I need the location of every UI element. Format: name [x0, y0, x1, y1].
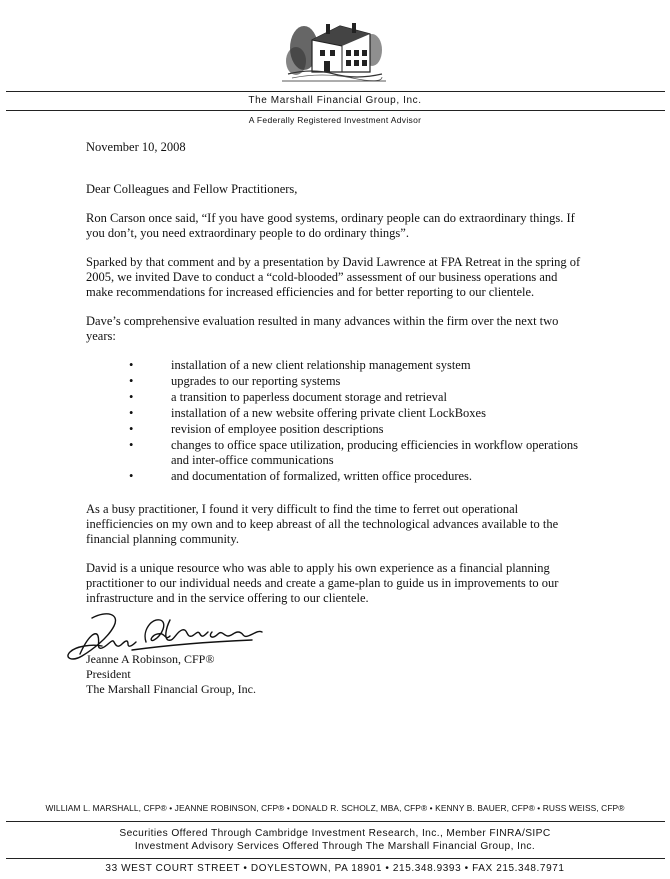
footer-rule-1: [6, 821, 665, 822]
list-item-text: a transition to paperless document storage and retrieval: [171, 390, 447, 404]
letter-paragraph: As a busy practitioner, I found it very difficult to find the time to ferret out operational inefficiencies on my own and to keep abreast of all the technological advances available to the financial planning community.: [86, 502, 559, 546]
footer-rule-2: [6, 858, 665, 859]
list-item: [86, 406, 586, 421]
list-item: [86, 358, 586, 373]
bullet-icon: •: [129, 406, 134, 420]
signer-name: Jeanne A Robinson, CFP®: [86, 652, 215, 666]
list-item-text: installation of a new client relationship management system: [171, 358, 471, 372]
signer-title: President: [86, 667, 131, 681]
letter-salutation: Dear Colleagues and Fellow Practitioners,: [86, 182, 298, 196]
letter-body: [86, 140, 586, 620]
list-item: [86, 469, 586, 484]
list-item: [86, 374, 586, 389]
signature-block: [86, 652, 256, 697]
advisory-line: Investment Advisory Services Offered Through The Marshall Financial Group, Inc.: [134, 841, 536, 852]
bullet-icon: •: [129, 438, 134, 452]
letterhead-top-rule: [6, 91, 665, 92]
bullet-icon: •: [129, 374, 134, 388]
list-item-text: and documentation of formalized, written office procedures.: [171, 469, 473, 483]
list-item-text: revision of employee position descriptions: [171, 422, 384, 436]
footer-partners: WILLIAM L. MARSHALL, CFP® • JEANNE ROBINSON, CFP® • DONALD R. SCHOLZ, MBA, CFP® • KENNY B. BAUER, CFP® • RUSS WEISS, CFP®: [45, 803, 625, 813]
letter-date: November 10, 2008: [86, 140, 186, 154]
list-item: [86, 390, 586, 405]
letter-paragraph: Ron Carson once said, “If you have good systems, ordinary people can do extraordinary things. If you don’t, you need extraordinary people to do ordinary things”.: [86, 211, 575, 240]
bullet-icon: •: [129, 469, 134, 483]
securities-line: Securities Offered Through Cambridge Investment Research, Inc., Member FINRA/SIPC: [119, 828, 551, 839]
footer-securities: [0, 827, 670, 853]
letterhead-firm-name: The Marshall Financial Group, Inc.: [248, 95, 422, 106]
list-item-text: changes to office space utilization, producing efficiencies in workflow operations and inter-office communications: [171, 438, 579, 467]
bullet-icon: •: [129, 390, 134, 404]
list-item: [86, 438, 586, 468]
advances-list: [86, 358, 586, 484]
bullet-icon: •: [129, 422, 134, 436]
house-logo-icon: [282, 6, 386, 86]
letterhead-middle-rule: [6, 110, 665, 111]
bullet-icon: •: [129, 358, 134, 372]
letter-paragraph: Dave’s comprehensive evaluation resulted in many advances within the firm over the next two years:: [86, 314, 559, 343]
letter-paragraph: Sparked by that comment and by a presentation by David Lawrence at FPA Retreat in the spring of 2005, we invited Dave to conduct a “cold-blooded” assessment of our business operations and make recommendations for increased efficiencies and for better reporting to our clientele.: [86, 255, 581, 299]
letterhead-tagline: A Federally Registered Investment Advisor: [248, 115, 422, 125]
signer-company: The Marshall Financial Group, Inc.: [86, 682, 256, 696]
footer-address: 33 WEST COURT STREET • DOYLESTOWN, PA 18901 • 215.348.9393 • FAX 215.348.7971: [105, 863, 565, 874]
list-item: [86, 422, 586, 437]
list-item-text: installation of a new website offering private client LockBoxes: [171, 406, 486, 420]
letter-paragraph: David is a unique resource who was able to apply his own experience as a financial planning practitioner to our individual needs and create a game-plan to guide us in improvements to our infrastructure and in the service offering to our clientele.: [86, 561, 559, 605]
list-item-text: upgrades to our reporting systems: [171, 374, 341, 388]
